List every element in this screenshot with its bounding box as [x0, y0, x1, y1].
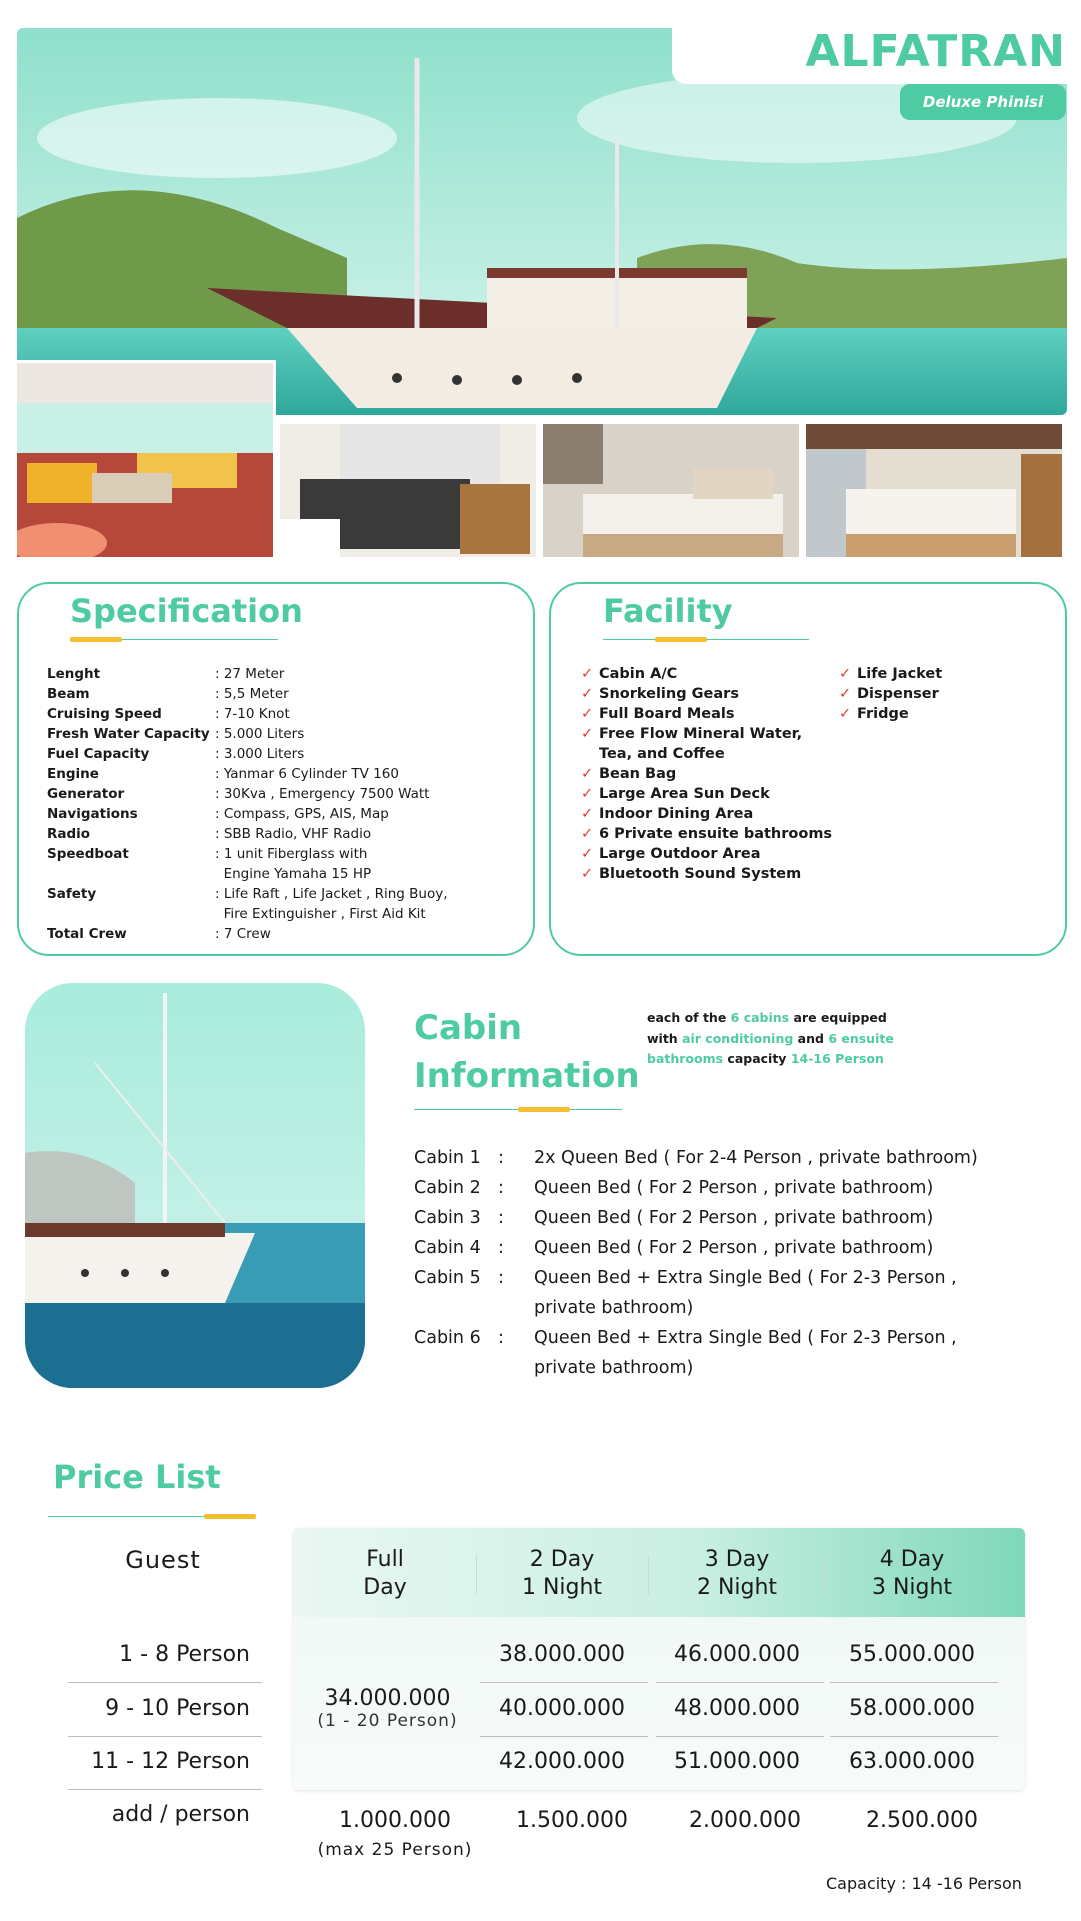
check-icon: ✓ [839, 706, 852, 722]
facility-title: Facility [603, 592, 733, 630]
spec-row [47, 684, 527, 704]
row-divider [830, 1736, 998, 1737]
spec-key: Generator [47, 786, 125, 802]
cabin-row [414, 1203, 1034, 1233]
price-underline [48, 1516, 256, 1517]
facility-label: Bluetooth Sound System [599, 866, 802, 882]
cabin-row [414, 1323, 1034, 1383]
price-header-line: 3 Day [704, 1547, 770, 1572]
facility-label: Fridge [857, 706, 909, 722]
spec-value: : SBB Radio, VHF Radio [215, 826, 372, 842]
facility-item [839, 664, 1079, 684]
price-header-line: 2 Day [529, 1547, 595, 1572]
check-icon: ✓ [581, 766, 594, 782]
facility-item [581, 764, 821, 784]
cabin-row [414, 1263, 1034, 1323]
cabin-value: Queen Bed ( For 2 Person , private bathroom) [534, 1178, 934, 1198]
price-header-line: 1 Night [521, 1575, 603, 1600]
price-header-line: 2 Night [696, 1575, 778, 1600]
price-header-line: Day [363, 1575, 407, 1600]
row-divider [480, 1736, 648, 1737]
cabin-separator: : [498, 1208, 504, 1228]
price-cell: 40.000.000 [499, 1696, 625, 1721]
facility-label: Large Area Sun Deck [599, 786, 770, 802]
cabin-label: Cabin 6 [414, 1328, 481, 1348]
cabin-title-line2: Information [414, 1056, 640, 1096]
capacity-note: Capacity : 14 -16 Person [826, 1874, 1022, 1893]
row-divider [830, 1682, 998, 1683]
facility-label: Bean Bag [599, 766, 677, 782]
check-icon: ✓ [581, 726, 594, 742]
spec-value: : 1 unit Fiberglass with [215, 846, 368, 862]
price-header-line: Full [366, 1547, 404, 1572]
spec-row [47, 844, 527, 884]
guest-range: 9 - 10 Person [105, 1696, 250, 1721]
cabin-separator: : [498, 1148, 504, 1168]
spec-row [47, 764, 527, 784]
facility-item [581, 804, 821, 824]
price-cell: 46.000.000 [674, 1642, 800, 1667]
spec-value: : Life Raft , Life Jacket , Ring Buoy, [215, 886, 448, 902]
facility-label: Dispenser [857, 686, 939, 702]
facility-item [581, 744, 821, 764]
row-divider [656, 1682, 824, 1683]
cabin-row [414, 1143, 1034, 1173]
spec-row [47, 924, 527, 944]
spec-key: Radio [47, 826, 91, 842]
spec-key: Navigations [47, 806, 138, 822]
cabin-underline [414, 1109, 622, 1110]
spec-value: : Compass, GPS, AIS, Map [215, 806, 389, 822]
check-icon: ✓ [581, 686, 594, 702]
spec-value: : 7-10 Knot [215, 706, 290, 722]
price-cell: 58.000.000 [849, 1696, 975, 1721]
facility-label: Full Board Meals [599, 706, 735, 722]
cabin-note [647, 1008, 897, 1070]
facility-label: Free Flow Mineral Water, [599, 726, 803, 742]
add-person-price: 1.000.000 [339, 1808, 451, 1833]
cabin-label: Cabin 5 [414, 1268, 481, 1288]
facility-item [581, 784, 821, 804]
full-day-price [300, 1686, 475, 1731]
guest-divider [68, 1682, 262, 1683]
guest-range: 1 - 8 Person [119, 1642, 250, 1667]
guest-range: 11 - 12 Person [91, 1749, 250, 1774]
cabin-bed-photo-1 [543, 424, 799, 557]
guest-header: Guest [125, 1546, 201, 1574]
price-column-header [662, 1546, 812, 1602]
header-divider [825, 1555, 826, 1595]
price-cell: 55.000.000 [849, 1642, 975, 1667]
price-header-line: 3 Night [871, 1575, 953, 1600]
cabin-title [414, 1004, 640, 1100]
facility-label: 6 Private ensuite bathrooms [599, 826, 833, 842]
price-column-header [487, 1546, 637, 1602]
deck-lounge-photo [14, 360, 276, 560]
note-text: with [647, 1030, 683, 1046]
spec-row [47, 744, 527, 764]
price-cell: 38.000.000 [499, 1642, 625, 1667]
spec-value-cont: Engine Yamaha 15 HP [215, 866, 372, 882]
check-icon: ✓ [839, 686, 852, 702]
spec-value: : 27 Meter [215, 666, 285, 682]
facility-label: Tea, and Coffee [599, 746, 725, 762]
facility-item [839, 684, 1079, 704]
facility-item [581, 664, 821, 684]
check-icon: ✓ [581, 806, 594, 822]
dining-room-photo [280, 424, 536, 557]
cabin-label: Cabin 1 [414, 1148, 481, 1168]
facility-item [581, 824, 833, 844]
spec-key: Beam [47, 686, 90, 702]
note-highlight: bathrooms [647, 1051, 724, 1066]
sailing-boat-photo [25, 983, 365, 1388]
full-day-note: (1 - 20 Person) [317, 1711, 458, 1731]
price-column-header [837, 1546, 987, 1602]
spec-value: : 7 Crew [215, 926, 271, 942]
check-icon: ✓ [581, 706, 594, 722]
note-text: capacity [723, 1051, 791, 1066]
cabin-separator: : [498, 1268, 504, 1288]
row-divider [656, 1736, 824, 1737]
facility-label: Indoor Dining Area [599, 806, 754, 822]
cabin-row [414, 1173, 1034, 1203]
spec-row [47, 804, 527, 824]
cabin-title-line1: Cabin [414, 1008, 523, 1048]
spec-value: : 30Kva , Emergency 7500 Watt [215, 786, 430, 802]
spec-row [47, 664, 527, 684]
facility-label: Life Jacket [857, 666, 943, 682]
cabin-value: Queen Bed + Extra Single Bed ( For 2-3 Person , [534, 1268, 957, 1288]
facility-underline [603, 639, 809, 640]
add-person-price: 2.000.000 [689, 1808, 801, 1833]
check-icon: ✓ [839, 666, 852, 682]
spec-value-cont: Fire Extinguisher , First Aid Kit [215, 906, 426, 922]
spec-row [47, 704, 527, 724]
cabin-value-cont: private bathroom) [534, 1358, 694, 1378]
header-divider [648, 1555, 649, 1595]
note-text: each of the [647, 1010, 731, 1025]
price-cell: 42.000.000 [499, 1749, 625, 1774]
facility-label: Cabin A/C [599, 666, 678, 682]
price-header-line: 4 Day [879, 1547, 945, 1572]
spec-key: Total Crew [47, 926, 127, 942]
cabin-value: Queen Bed ( For 2 Person , private bathroom) [534, 1238, 934, 1258]
spec-value: : Yanmar 6 Cylinder TV 160 [215, 766, 399, 782]
spec-key: Cruising Speed [47, 706, 162, 722]
cabin-separator: : [498, 1328, 504, 1348]
spec-value: : 5,5 Meter [215, 686, 289, 702]
add-person-label: add / person [111, 1802, 250, 1827]
facility-label: Snorkeling Gears [599, 686, 739, 702]
header-divider [476, 1555, 477, 1595]
facility-item [581, 864, 821, 884]
subtitle-badge: Deluxe Phinisi [900, 84, 1066, 120]
add-person-price: 1.500.000 [516, 1808, 628, 1833]
facility-item [581, 724, 821, 744]
cabin-label: Cabin 4 [414, 1238, 481, 1258]
specification-underline [70, 639, 278, 640]
cabin-label: Cabin 3 [414, 1208, 481, 1228]
cabin-value: 2x Queen Bed ( For 2-4 Person , private bathroom) [534, 1148, 978, 1168]
check-icon: ✓ [581, 866, 594, 882]
cabin-value: Queen Bed + Extra Single Bed ( For 2-3 Person , [534, 1328, 957, 1348]
cabin-value: Queen Bed ( For 2 Person , private bathroom) [534, 1208, 934, 1228]
price-column-header [310, 1546, 460, 1602]
spec-key: Fuel Capacity [47, 746, 150, 762]
brand-title: ALFATRAN [805, 26, 1066, 77]
add-person-price: 2.500.000 [866, 1808, 978, 1833]
spec-row [47, 824, 527, 844]
spec-key: Fresh Water Capacity [47, 726, 210, 742]
facility-item [581, 684, 821, 704]
facility-item [581, 844, 821, 864]
add-person-note: (max 25 Person) [317, 1840, 473, 1860]
price-cell: 48.000.000 [674, 1696, 800, 1721]
price-cell: 51.000.000 [674, 1749, 800, 1774]
spec-key: Engine [47, 766, 99, 782]
spec-value: : 3.000 Liters [215, 746, 305, 762]
cabin-bed-photo-2 [806, 424, 1062, 557]
row-divider [480, 1682, 648, 1683]
price-title: Price List [53, 1458, 221, 1496]
spec-key: Speedboat [47, 846, 129, 862]
price-cell: 63.000.000 [849, 1749, 975, 1774]
full-day-value: 34.000.000 [324, 1686, 451, 1711]
cabin-label: Cabin 2 [414, 1178, 481, 1198]
check-icon: ✓ [581, 826, 594, 842]
spec-value: : 5.000 Liters [215, 726, 305, 742]
check-icon: ✓ [581, 786, 594, 802]
check-icon: ✓ [581, 666, 594, 682]
guest-divider [68, 1736, 262, 1737]
note-text: are equipped [789, 1010, 887, 1025]
cabin-separator: : [498, 1178, 504, 1198]
spec-row [47, 784, 527, 804]
note-highlight: 6 ensuite [828, 1030, 894, 1046]
check-icon: ✓ [581, 846, 594, 862]
facility-label: Large Outdoor Area [599, 846, 761, 862]
cabin-row [414, 1233, 1034, 1263]
cabin-separator: : [498, 1238, 504, 1258]
note-highlight: 6 cabins [730, 1010, 790, 1025]
guest-divider [68, 1789, 262, 1790]
note-highlight: 14-16 Person [790, 1051, 884, 1066]
spec-key: Lenght [47, 666, 101, 682]
spec-key: Safety [47, 886, 97, 902]
facility-item [581, 704, 821, 724]
specification-title: Specification [70, 592, 303, 630]
spec-row [47, 884, 527, 924]
facility-item [839, 704, 1079, 724]
note-text: and [793, 1030, 829, 1046]
cabin-value-cont: private bathroom) [534, 1298, 694, 1318]
spec-row [47, 724, 527, 744]
note-highlight: air conditioning [682, 1030, 794, 1046]
